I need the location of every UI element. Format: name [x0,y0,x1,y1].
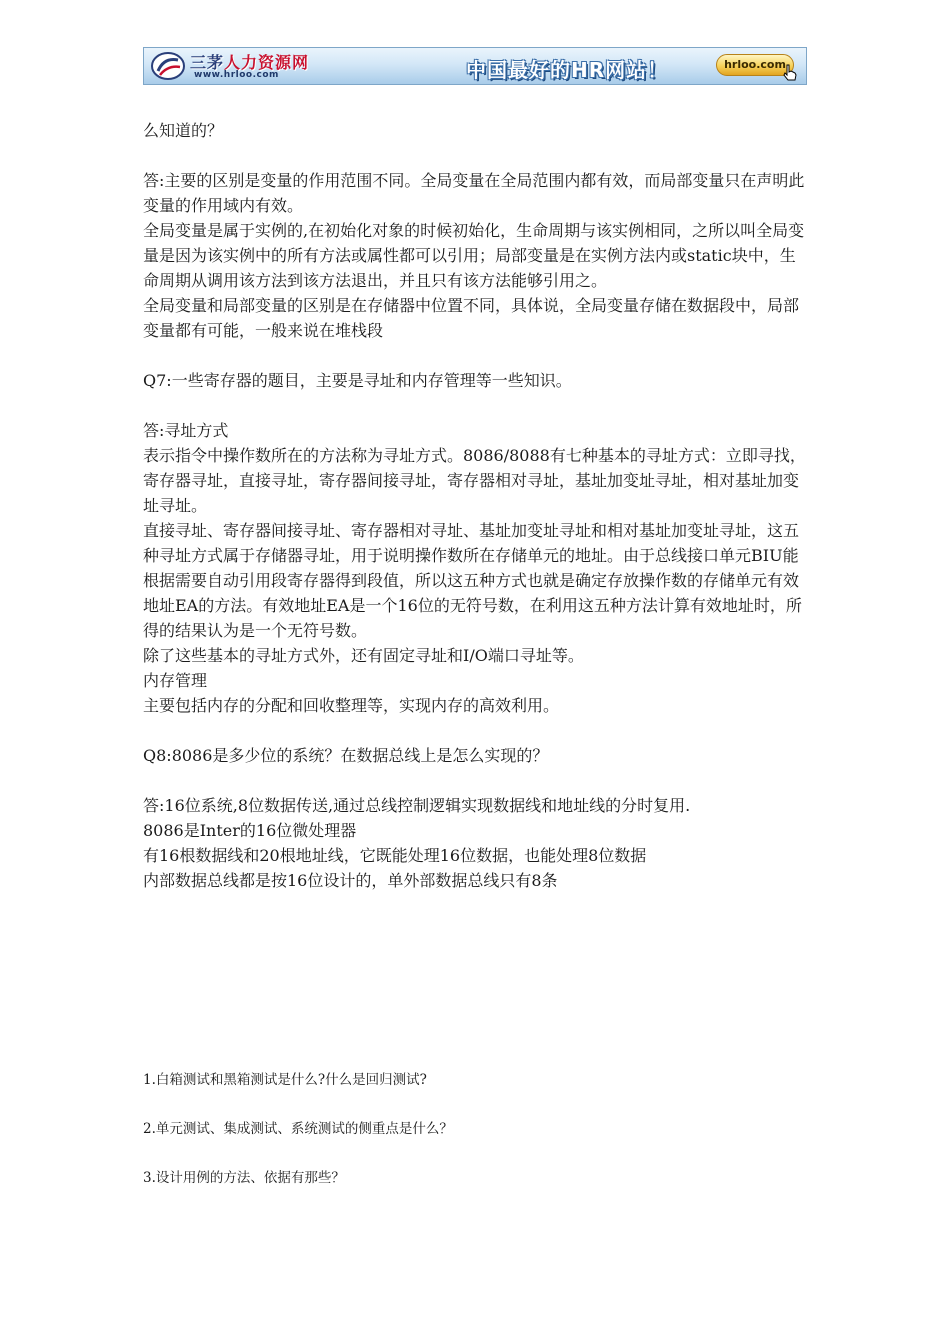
paragraph: 8086是Inter的16位微处理器 [143,821,357,840]
paragraph: 主要包括内存的分配和回收整理等，实现内存的高效利用。 [143,696,560,715]
paragraph: 么知道的？ [143,121,224,140]
paragraph: 内存管理 [143,671,208,690]
list-item: 3.设计用例的方法、依据有那些？ [143,1170,345,1186]
list-item: 2.单元测试、集成测试、系统测试的侧重点是什么？ [143,1121,453,1137]
hand-cursor-icon [782,64,798,82]
question-heading: Q8:8086是多少位的系统？在数据总线上是怎么实现的？ [143,746,549,765]
site-link-button[interactable]: hrloo.com [716,54,794,76]
paragraph: 全局变量是属于实例的,在初始化对象的时候初始化，生命周期与该实例相同，之所以叫全局变量是因为该实例中的所有方法或属性都可以引用；局部变量是在实例方法内或static块中，生命周期从调用该方法到该方法退出，并且只有该方法能够引用之。 [143,221,805,290]
document-body [143,118,807,893]
paragraph: 全局变量和局部变量的区别是在存储器中位置不同，具体说，全局变量存储在数据段中，局部变量都有可能，一般来说在堆栈段 [143,296,800,340]
paragraph: 有16根数据线和20根地址线，它既能处理16位数据，也能处理8位数据 [143,846,647,865]
logo-name: 三茅人力资源网 [190,53,310,72]
question-heading: Q7:一些寄存器的题目，主要是寻址和内存管理等一些知识。 [143,371,572,390]
paragraph: 除了这些基本的寻址方式外，还有固定寻址和I/O端口寻址等。 [143,646,584,665]
logo-mark-icon [150,51,186,81]
banner-slogan: 中国最好的HR网站！ [466,58,669,82]
list-item: 1.白箱测试和黑箱测试是什么?什么是回归测试? [143,1072,427,1088]
logo-url: www.hrloo.com [194,70,279,80]
paragraph: 答:主要的区别是变量的作用范围不同。全局变量在全局范围内都有效，而局部变量只在声明此变量的作用域内有效。 [143,171,805,215]
paragraph: 直接寻址、寄存器间接寻址、寄存器相对寻址、基址加变址寻址和相对基址加变址寻址，这五种寻址方式属于存储器寻址，用于说明操作数所在存储单元的地址。由于总线接口单元BIU能根据需要自动引用段寄存器得到段值，所以这五种方式也就是确定存放操作数的存储单元有效地址EA的方法。有效地址EA是一个16位的无符号数，在利用这五种方法计算有效地址时，所得的结果认为是一个无符号数。 [143,521,802,640]
question-list [143,1070,807,1217]
paragraph: 答:寻址方式 [143,421,229,440]
site-banner[interactable] [143,47,807,85]
paragraph: 内部数据总线都是按16位设计的，单外部数据总线只有8条 [143,871,558,890]
paragraph: 答:16位系统,8位数据传送,通过总线控制逻辑实现数据线和地址线的分时复用. [143,796,691,815]
paragraph: 表示指令中操作数所在的方法称为寻址方式。8086/8088有七种基本的寻址方式：立即寻找，寄存器寻址，直接寻址，寄存器间接寻址，寄存器相对寻址，基址加变址寻址，相对基址加变址寻址。 [143,446,806,515]
